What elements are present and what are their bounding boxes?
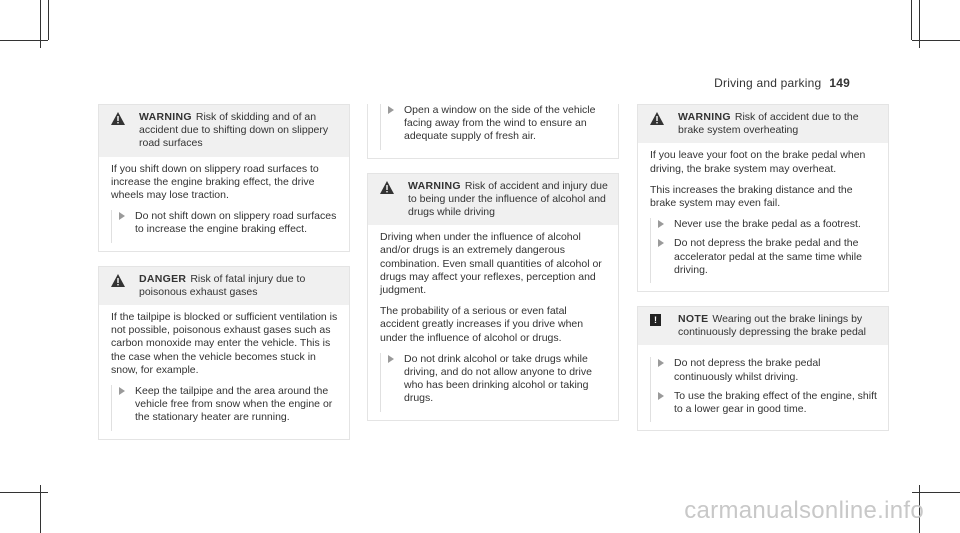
warning-body bbox=[638, 143, 888, 291]
column-2 bbox=[367, 104, 619, 435]
arrow-right-icon bbox=[658, 239, 664, 247]
page-number: 149 bbox=[829, 76, 850, 90]
warning-title: Risk of accident and injury due to being under the influence of alcohol and drugs while driving bbox=[408, 179, 608, 219]
arrow-right-icon bbox=[119, 212, 125, 220]
warning-text: The probability of a serious or even fatal accident greatly increases if you drive when under the influence of alcohol or drugs. bbox=[380, 305, 584, 344]
danger-body bbox=[99, 305, 349, 439]
crop-mark bbox=[911, 0, 912, 40]
exclamation-square-icon: ! bbox=[650, 314, 661, 326]
warning-triangle-icon bbox=[111, 112, 125, 125]
warning-text: If you leave your foot on the brake pedal when driving, the brake system may overheat. bbox=[650, 149, 866, 175]
crop-mark bbox=[912, 492, 960, 493]
warning-text: Driving when under the influence of alcohol and/or drugs is an extremely dangerous combination. Even small quantities of alcohol or drugs may affect your reflexes, perception and judgment. bbox=[380, 231, 602, 297]
warning-box-brake bbox=[637, 104, 889, 292]
danger-box-exhaust bbox=[98, 266, 350, 440]
warning-triangle-icon bbox=[650, 112, 664, 125]
warning-keyword: WARNING bbox=[678, 111, 731, 123]
instruction-step: Do not drink alcohol or take drugs while driving, and do not allow anyone to drive who has been drinking alcohol or taking drugs. bbox=[380, 353, 608, 406]
column-1 bbox=[98, 104, 350, 454]
instruction-step: To use the braking effect of the engine, shift to a lower gear in good time. bbox=[650, 390, 878, 416]
note-keyword: NOTE bbox=[678, 313, 709, 326]
warning-text: This increases the braking distance and the brake system may even fail. bbox=[650, 183, 853, 210]
instruction-step: Never use the brake pedal as a footrest. bbox=[650, 218, 878, 231]
warning-title: Risk of accident due to the brake system overheating bbox=[678, 111, 859, 137]
instruction-step: Open a window on the side of the vehicle facing away from the wind to ensure an adequate supply of fresh air. bbox=[380, 104, 608, 144]
crop-mark bbox=[48, 0, 49, 40]
arrow-right-icon bbox=[388, 355, 394, 363]
warning-title: Risk of skidding and of an accident due to shifting down on slippery road surfaces bbox=[139, 111, 329, 150]
column-3 bbox=[637, 104, 889, 445]
arrow-right-icon bbox=[658, 220, 664, 228]
continued-step-box bbox=[367, 104, 619, 159]
warning-body bbox=[99, 157, 349, 251]
crop-mark bbox=[0, 40, 48, 41]
instruction-step: Do not depress the brake pedal and the accelerator pedal at the same time while driving. bbox=[650, 237, 878, 277]
danger-keyword: DANGER bbox=[139, 272, 187, 285]
danger-text: If the tailpipe is blocked or sufficient ventilation is not possible, poisonous exhaust gases such as carbon monoxide may enter the vehicle. This is the case when the vehicle becomes stuck in snow, for example. bbox=[111, 311, 338, 376]
warning-text: If you shift down on slippery road surfaces to increase the engine braking effect, the drive wheels may lose traction. bbox=[111, 162, 319, 202]
arrow-right-icon bbox=[388, 106, 394, 114]
warning-keyword: WARNING bbox=[139, 111, 192, 123]
arrow-right-icon bbox=[658, 359, 664, 367]
arrow-right-icon bbox=[658, 392, 664, 400]
arrow-right-icon bbox=[119, 387, 125, 395]
danger-header bbox=[99, 267, 349, 305]
instruction-step: Keep the tailpipe and the area around the vehicle free from snow when the engine or the stationary heater are running. bbox=[111, 385, 339, 425]
note-title: Wearing out the brake linings by continuously depressing the brake pedal bbox=[678, 313, 866, 339]
crop-mark bbox=[0, 492, 48, 493]
running-header bbox=[714, 76, 850, 90]
note-box-brake-linings bbox=[637, 306, 889, 431]
warning-header bbox=[368, 174, 618, 226]
warning-box-alcohol bbox=[367, 173, 619, 421]
warning-header bbox=[638, 105, 888, 143]
warning-triangle-icon bbox=[380, 181, 394, 194]
danger-title: Risk of fatal injury due to poisonous exhaust gases bbox=[139, 272, 306, 298]
note-body bbox=[638, 345, 888, 430]
warning-keyword: WARNING bbox=[408, 179, 461, 192]
instruction-step: Do not shift down on slippery road surfaces to increase the engine braking effect. bbox=[111, 210, 339, 236]
section-title: Driving and parking bbox=[714, 76, 822, 90]
warning-header bbox=[99, 105, 349, 157]
crop-mark bbox=[912, 40, 960, 41]
warning-box-skidding bbox=[98, 104, 350, 252]
note-header bbox=[638, 307, 888, 345]
instruction-step: Do not depress the brake pedal continuously whilst driving. bbox=[650, 357, 878, 383]
warning-body bbox=[368, 225, 618, 419]
warning-triangle-icon bbox=[111, 274, 125, 287]
watermark: carmanualsonline.info bbox=[684, 497, 924, 524]
